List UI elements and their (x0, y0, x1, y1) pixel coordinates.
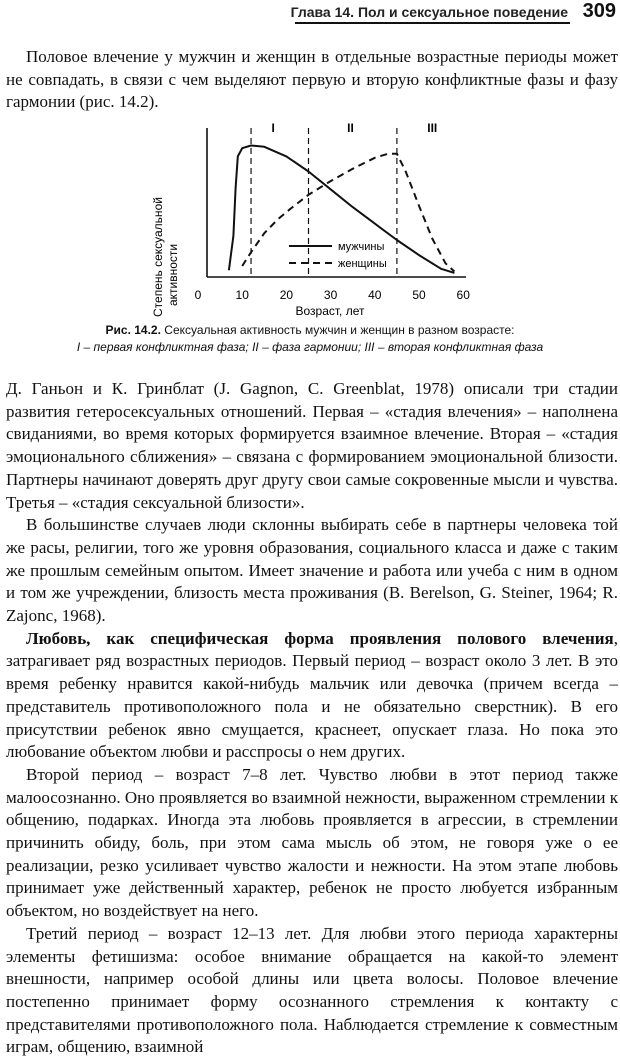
legend-label-men: мужчины (338, 241, 385, 253)
legend-label-women: женщины (338, 258, 387, 270)
intro-paragraph: Половое влечение у мужчин и женщин в отдельные возрастные периоды может не совпадать, в связи с чем выделяют первую и вторую конфликтные фазы и фазу гармонии (рис. 14.2). (6, 47, 618, 112)
chart-legend (289, 241, 387, 270)
paragraph-4: Второй период – возраст 7–8 лет. Чувство любви в этот период также малоосознанно. Оно проявляется во взаимной нежности, выраженном стремлении к общению, подарках. Иногда эта любовь проявляется в агрессии, в стремлении причинить обиду, боль, при этом сама мысль об этом, не говоря уже о ее реализации, резко усиливает чувство жалости и нежности. На этом этапе любовь принимает уже действенный характер, ребенок не просто любуется избранным объектом, но воздействует на него. (6, 764, 618, 921)
caption-legend: I – первая конфликтная фаза; II – фаза гармонии; III – вторая конфликтная фаза (76, 340, 544, 354)
paragraph-3-lead: Любовь, как специфическая форма проявления полового влечения (26, 628, 614, 648)
caption-title: Сексуальная активность мужчин и женщин в разном возрасте: (164, 323, 515, 337)
running-header (0, 0, 620, 28)
figure-caption (40, 322, 580, 356)
x-tick-10: 10 (235, 288, 249, 302)
running-title: Глава 14. Пол и сексуальное поведение (290, 4, 568, 20)
y-axis-title (151, 197, 180, 317)
intro-block (6, 46, 618, 114)
caption-line1 (40, 322, 580, 339)
activity-chart (0, 110, 620, 318)
phase-label-III: III (427, 121, 438, 135)
body-text (6, 378, 618, 1059)
x-tick-20: 20 (279, 288, 294, 302)
page-number: 309 (582, 0, 616, 22)
phase-label-II: II (347, 121, 354, 135)
paragraph-2: В большинстве случаев люди склонны выбирать себе в партнеры человека той же расы, религии, того же уровня образования, социального класса и даже с таким же прошлым семейным опытом. Имеет значение и работа или учеба с ним в одном и том же учреждении, близость места проживания (B. Berelson, G. Steiner, 1964; R. Zajonc, 1968). (6, 515, 618, 626)
series-line-women (242, 154, 454, 272)
header-rule (295, 22, 570, 24)
y-axis-label-line1: Степень сексуальной (151, 197, 165, 317)
paragraph-3 (6, 628, 618, 764)
x-tick-60: 60 (456, 288, 470, 302)
paragraph-3-rest: , затрагивает ряд возрастных периодов. Первый период – возраст около 3 лет. В это время ребенку нравится какой-нибудь мальчик или девочка (причем всегда – представитель противоположного пола и не обязательно сверстник). В его присутствии ребенок явно смущается, краснеет, опускает глаза. Но пока это любование объектом любви и расспросы о нем других. (6, 628, 618, 762)
x-axis-label: Возраст, лет (295, 304, 365, 318)
phase-label-I: I (271, 121, 275, 135)
x-tick-0: 0 (194, 288, 202, 302)
paragraph-1: Д. Ганьон и К. Гринблат (J. Gagnon, C. Greenblat, 1978) описали три стадии развития гетеросексуальных отношений. Первая – «стадия влечения» – наполнена свиданиями, во время которых формируется взаимное влечение. Вторая – «стадия эмоционального сближения» – связана с формированием эмоциональной близости. Партнеры начинают доверять друг другу свои самые сокровенные мысли и чувства. Третья – «стадия сексуальной близости». (6, 379, 618, 512)
caption-number: Рис. 14.2. (105, 323, 161, 337)
x-tick-40: 40 (368, 288, 382, 302)
paragraph-5: Третий период – возраст 12–13 лет. Для любви этого периода характерны элементы фетишизма: особое внимание обращается на какой-то элемент внешности, например особой длины или цвета волосы. Половое влечение постепенно принимает форму осознанного стремления к контакту с представителями противоположного пола. Наблюдается стремление к совместным играм, общению, взаимной (6, 923, 618, 1057)
x-tick-50: 50 (412, 288, 426, 302)
x-tick-30: 30 (323, 288, 338, 302)
y-axis-label-line2: активности (166, 243, 180, 306)
